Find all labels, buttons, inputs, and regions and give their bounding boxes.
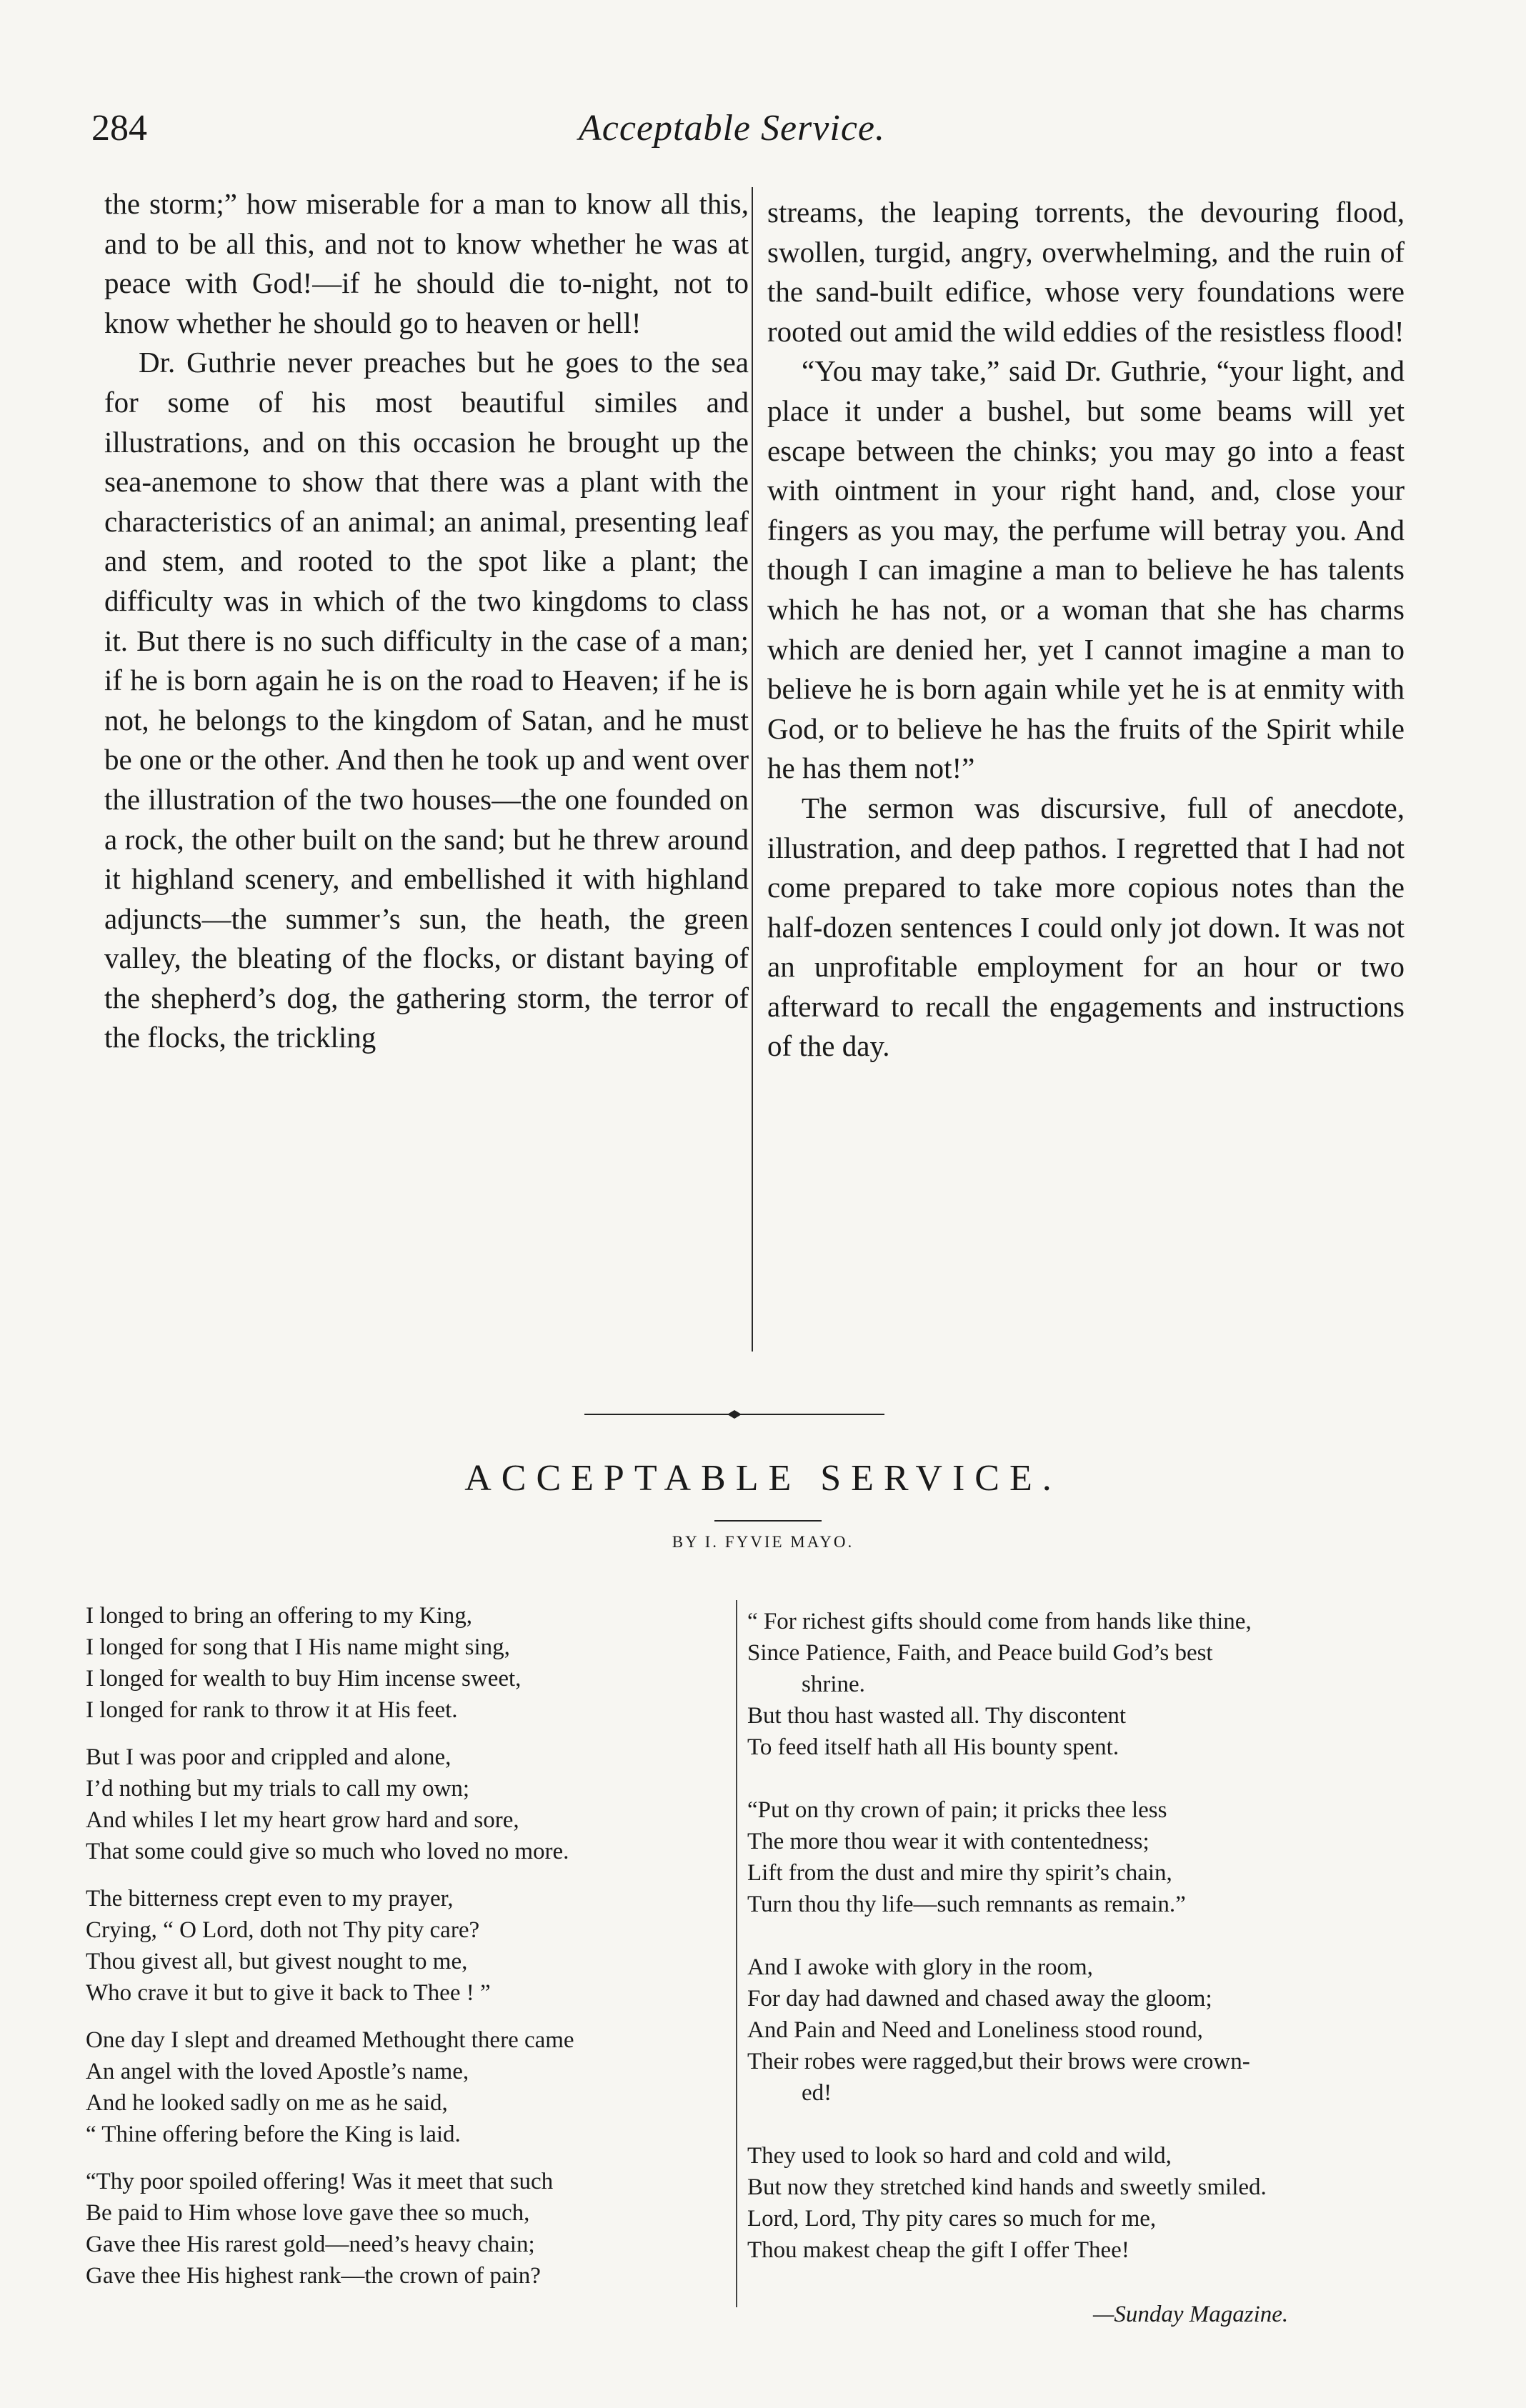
article-left-column [104,184,749,1058]
paragraph: the storm;” how miserable for a man to know all this, and to be all this, and not to know whether he was at peace with God!—if he should die to-night, not to know whether he should go to heaven or hell! [104,187,749,339]
poem-left-column [86,1600,729,2307]
poem-line: Crying, “ O Lord, doth not Thy pity care? [86,1917,480,1943]
stanza [747,1794,1405,1920]
poem-line: Who crave it but to give it back to Thee ! ” [86,1980,491,2006]
poem-line: Since Patience, Faith, and Peace build God’s best [747,1640,1213,1666]
poem-line: Thou givest all, but givest nought to me, [86,1949,468,1974]
poem-line: Turn thou thy life—such remnants as remain.” [747,1892,1186,1917]
page-number: 284 [91,108,147,149]
running-head: Acceptable Service. [579,108,885,149]
poem-line: The bitterness crept even to my prayer, [86,1886,454,1912]
stanza [86,1742,729,1867]
poem-line: And whiles I let my heart grow hard and sore, [86,1807,519,1833]
paragraph: streams, the leaping torrents, the devouring flood, swollen, turgid, angry, overwhelming, and the ruin of the sand-built edifice, whose very foundations were rooted out amid the wild eddies of the resistless flood! [767,196,1405,348]
paragraph: The sermon was discursive, full of anecdote, illustration, and deep pathos. I regretted that I had not come prepared to take more copious notes than the half-dozen sentences I could only jot down. It was not an unprofitable employment for an hour or two afterward to recall the engagements and instructions of the day. [767,791,1405,1063]
stanza [86,2024,729,2150]
poem-byline: BY I. FYVIE MAYO. [672,1533,854,1551]
poem-line: “Put on thy crown of pain; it pricks thee less [747,1797,1167,1823]
poem-line: That some could give so much who loved no more. [86,1839,569,1864]
poem-line: “ Thine offering before the King is laid. [86,2122,461,2147]
poem-line: “ For richest gifts should come from hands like thine, [747,1609,1252,1634]
poem-line: I longed for rank to throw it at His feet. [86,1697,458,1723]
paragraph: “You may take,” said Dr. Guthrie, “your light, and place it under a bushel, but some beams will yet escape between the chinks; you may go into a feast with ointment in your right hand, and, close your fingers as you may, the perfume will betray you. And though I can imagine a man to believe he has talents which he has not, or a woman that she has charms which are denied her, yet I cannot imagine a man to believe he is born again while yet he is at enmity with God, or to believe he has the fruits of the Spirit while he has them not!” [767,354,1405,785]
poem-column-divider [736,1600,737,2307]
paragraph: Dr. Guthrie never preaches but he goes to the sea for some of his most beautiful similes and illustrations, and on this occasion he brought up the sea-anemone to show that there was a plant with the characteristics of an animal; an animal, presenting leaf and stem, and rooted to the spot like a plant; the difficulty was in which of the two kingdoms to class it. But there is no such difficulty in the case of a man; if he is born again he is on the road to Heaven; if he is not, he belongs to the kingdom of Satan, and he must be one or the other. And then he took up and went over the illustration of the two houses—the one founded on a rock, the other built on the sand; but he threw around it highland scenery, and embellished it with highland adjuncts—the summer’s sun, the heath, the green valley, the bleating of the flocks, or distant baying of the shepherd’s dog, the gathering storm, the terror of the flocks, the trickling [104,346,749,1054]
poem-line: I longed to bring an offering to my King, [86,1603,473,1629]
poem-line: To feed itself hath all His bounty spent. [747,1734,1119,1760]
poem-line: But I was poor and crippled and alone, [86,1744,452,1770]
poem-line: Their robes were ragged,but their brows were crown- [747,2049,1250,2074]
poem-line: I’d nothing but my trials to call my own; [86,1776,470,1802]
section-ornament [584,1407,884,1422]
poem-line: I longed for song that I His name might sing, [86,1634,510,1660]
poem-line: ed! [802,2080,832,2106]
poem-line: Gave thee His rarest gold—need’s heavy chain; [86,2232,535,2257]
poem-line: And he looked sadly on me as he said, [86,2090,448,2116]
poem-line: An angel with the loved Apostle’s name, [86,2059,469,2084]
column-divider [752,187,753,1352]
poem-attribution: —Sunday Magazine. [1093,2302,1289,2327]
poem-right-column [747,1606,1405,2297]
stanza [747,1952,1405,2109]
article-right-column [767,193,1405,1066]
poem-line: But now they stretched kind hands and sweetly smiled. [747,2174,1267,2200]
poem-line: For day had dawned and chased away the gloom; [747,1986,1212,2012]
poem-line: Be paid to Him whose love gave thee so much, [86,2200,530,2226]
stanza [86,1883,729,2009]
poem-line: “Thy poor spoiled offering! Was it meet that such [86,2169,554,2194]
poem-line: They used to look so hard and cold and wild, [747,2143,1172,2169]
title-rule [714,1520,822,1522]
poem-line: I longed for wealth to buy Him incense sweet, [86,1666,522,1692]
poem-line: One day I slept and dreamed Methought there came [86,2027,574,2053]
poem-line: Lift from the dust and mire thy spirit’s chain, [747,1860,1172,1886]
poem-line: shrine. [802,1672,865,1697]
poem-title: ACCEPTABLE SERVICE. [464,1458,1062,1499]
poem-line: Thou makest cheap the gift I offer Thee! [747,2237,1129,2263]
poem-line: But thou hast wasted all. Thy discontent [747,1703,1127,1729]
poem-line: The more thou wear it with contentedness; [747,1829,1150,1854]
poem-line: And Pain and Need and Loneliness stood round, [747,2017,1203,2043]
stanza [86,2166,729,2292]
stanza [747,1606,1405,1763]
stanza [86,1600,729,1726]
poem-line: Lord, Lord, Thy pity cares so much for me, [747,2206,1157,2232]
stanza [747,2140,1405,2266]
poem-line: And I awoke with glory in the room, [747,1954,1093,1980]
poem-line: Gave thee His highest rank—the crown of pain? [86,2263,541,2289]
